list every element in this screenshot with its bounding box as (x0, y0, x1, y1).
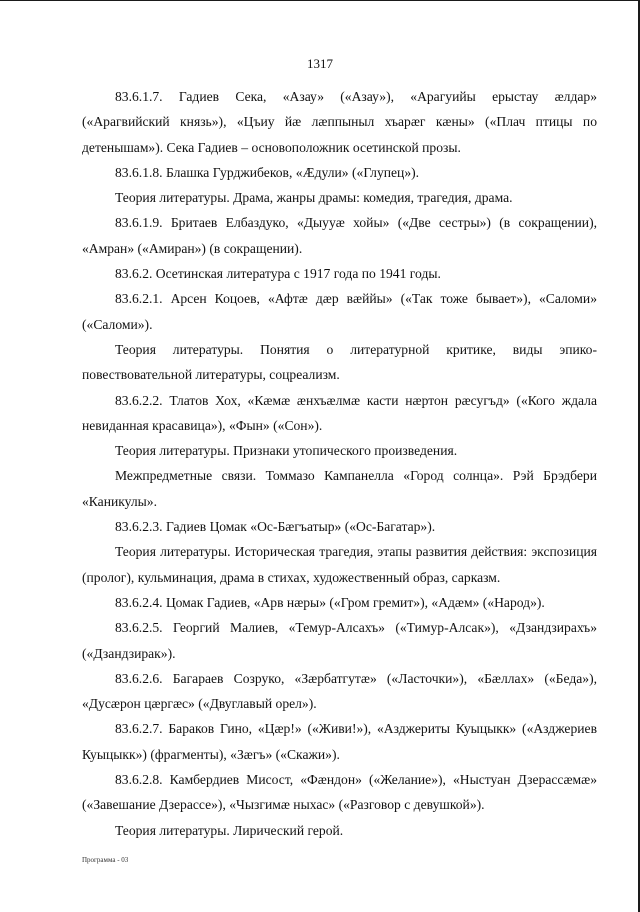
paragraph: 83.6.2.2. Тлатов Хох, «Кӕмӕ ӕнхъӕлмӕ касти нӕртон рӕсугъд» («Кого ждала невиданная красавица»), «Фын» («Сон»). (82, 392, 597, 433)
paragraph: Теория литературы. Лирический герой. (115, 822, 344, 838)
paragraph: Межпредметные связи. Томмазо Кампанелла «Город солнца». Рэй Брэдбери «Каникулы». (82, 468, 597, 509)
paragraph: 83.6.1.7. Гадиев Сека, «Азау» («Азау»), «Арагуийы ерыстау ӕлдар» («Арагвийский князь»), «Цъиу йӕ лӕппыныл хъарӕг кӕны» («Плач птицы по детенышам»). Сека Гадиев – основоположник осетинской прозы. (82, 89, 597, 155)
paragraph: 83.6.1.8. Блашка Гурджибеков, «Ӕдули» («Глупец»). (115, 164, 420, 180)
paragraph: Теория литературы. Драма, жанры драмы: комедия, трагедия, драма. (115, 190, 513, 206)
paragraph: 83.6.2. Осетинская литература с 1917 года по 1941 годы. (115, 266, 441, 282)
paragraph: 83.6.2.3. Гадиев Цомак «Ос-Бӕгъатыр» («Ос-Багатар»). (115, 519, 436, 535)
paragraph: 83.6.2.6. Багараев Созруко, «Зӕрбатгутӕ» («Ласточки»), «Бӕллах» («Беда»), «Дусӕрон цӕргӕс» («Двуглавый орел»). (82, 670, 597, 712)
paragraph: 83.6.1.9. Бритаев Елбаздуко, «Дыууӕ хойы» («Две сестры») (в сокращении), «Амран» («Амиран») (в сокращении). (82, 215, 597, 256)
paragraph: 83.6.2.8. Камбердиев Мисост, «Фӕндон» («Желание»), «Ныстуан Дзерассӕмӕ» («Завешание Дзерассе»), «Чызгимӕ ныхас» («Разговор с девушкой»). (82, 772, 597, 813)
scan-edge-top (0, 0, 640, 1)
paragraph: Теория литературы. Признаки утопического произведения. (115, 443, 458, 459)
page-number: 1317 (307, 56, 333, 71)
paragraph: 83.6.2.4. Цомак Гадиев, «Арв нӕры» («Гром гремит»), «Адӕм» («Народ»). (115, 594, 545, 610)
document-body (82, 84, 597, 843)
footer-note: Программа - 03 (82, 856, 129, 864)
paragraph: Теория литературы. Историческая трагедия, этапы развития действия: экспозиция (пролог), кульминация, драма в стихах, художественный образ, сарказм. (82, 544, 597, 585)
paragraph: 83.6.2.1. Арсен Коцоев, «Афтӕ дӕр вӕййы» («Так тоже бывает»), «Саломи» («Саломи»). (82, 291, 597, 332)
paragraph: 83.6.2.5. Георгий Малиев, «Темур-Алсахъ» («Тимур-Алсак»), «Дзандзирахъ» («Дзандзирак»). (82, 620, 597, 661)
paragraph: Теория литературы. Понятия о литературной критике, виды эпико-повествовательной литературы, соцреализм. (82, 341, 597, 383)
paragraph: 83.6.2.7. Бараков Гино, «Цӕр!» («Живи!»), «Азджериты Куыцыкк» («Азджериев Куыцыкк») (фрагменты), «Зӕгъ» («Скажи»). (82, 721, 597, 762)
